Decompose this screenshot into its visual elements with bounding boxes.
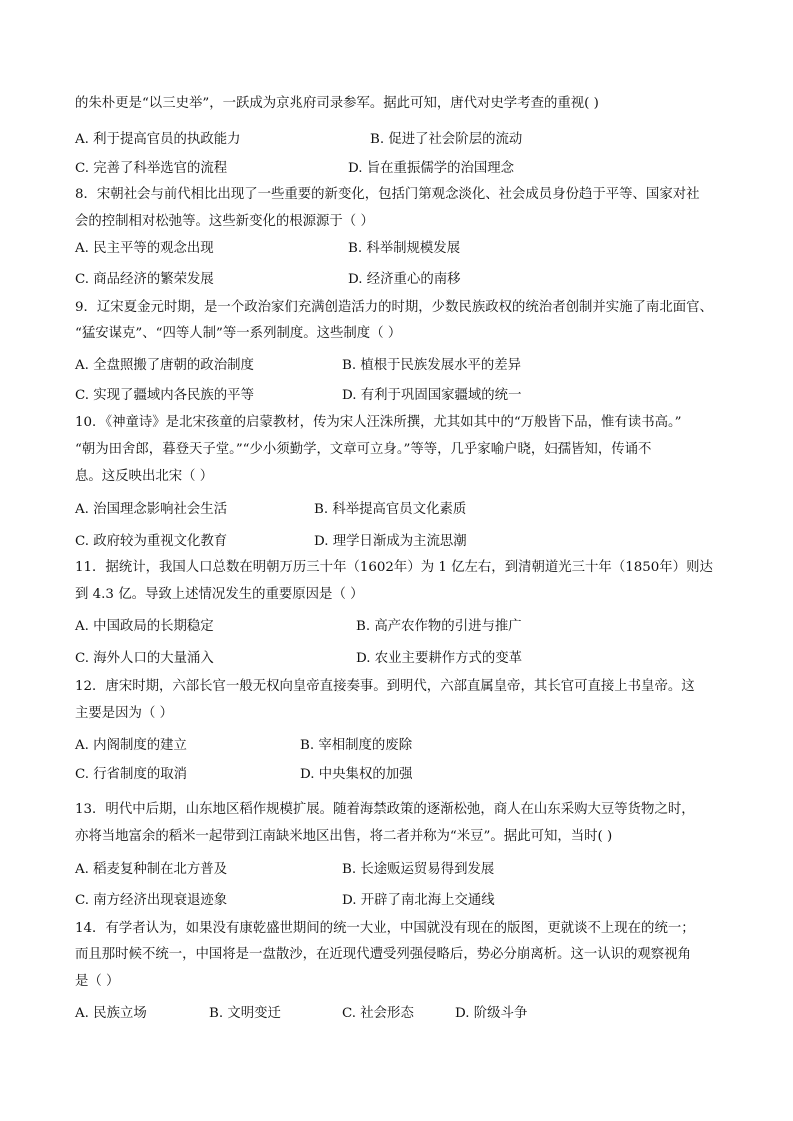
q13-stem-line-1: 13．明代中后期，山东地区稻作规模扩展。随着海禁政策的逐渐松弛，商人在山东采购大豆等货物之时， bbox=[75, 802, 695, 817]
q7-option-a: A. 利于提高官员的执政能力 bbox=[75, 132, 241, 147]
q9-stem-line-1: 9．辽宋夏金元时期，是一个政治家们充满创造活力的时期，少数民族政权的统治者创制并实施了南北面官、 bbox=[75, 300, 713, 315]
q13-option-c: C. 南方经济出现衰退迹象 bbox=[75, 893, 228, 908]
q9-option-a: A. 全盘照搬了唐朝的政治制度 bbox=[75, 358, 254, 373]
q11-option-b: B. 高产农作物的引进与推广 bbox=[356, 619, 522, 634]
q9-option-c: C. 实现了疆域内各民族的平等 bbox=[75, 388, 254, 403]
q13-option-b: B. 长途贩运贸易得到发展 bbox=[342, 862, 495, 877]
q13-stem-line-2: 亦将当地富余的稻米一起带到江南缺米地区出售，将二者并称为“米豆”。据此可知，当时( ) bbox=[75, 829, 613, 844]
q12-option-c: C. 行省制度的取消 bbox=[75, 767, 188, 782]
q13-option-a: A. 稻麦复种制在北方普及 bbox=[75, 862, 228, 877]
q10-stem-line-1: 10．《神童诗》是北宋孩童的启蒙教材，传为宋人汪洙所撰，尤其如其中的“万般皆下品，惟有读书高。” bbox=[75, 415, 682, 430]
q14-option-c: C. 社会形态 bbox=[342, 1006, 414, 1021]
q11-option-c: C. 海外人口的大量涌入 bbox=[75, 651, 214, 666]
q14-option-a: A. 民族立场 bbox=[75, 1006, 147, 1021]
q10-option-a: A. 治国理念影响社会生活 bbox=[75, 502, 228, 517]
q8-option-d: D. 经济重心的南移 bbox=[348, 272, 461, 287]
q13-option-d: D. 开辟了南北海上交通线 bbox=[342, 893, 495, 908]
q12-option-b: B. 宰相制度的废除 bbox=[300, 738, 413, 753]
q11-stem-line-2: 到 4.3 亿。导致上述情况发生的重要原因是（ ） bbox=[75, 587, 364, 602]
q10-option-d: D. 理学日渐成为主流思潮 bbox=[314, 534, 467, 549]
q14-option-b: B. 文明变迁 bbox=[209, 1006, 281, 1021]
q9-option-d: D. 有利于巩固国家疆域的统一 bbox=[342, 388, 522, 403]
q10-stem-line-3: 息。这反映出北宋（ ） bbox=[75, 469, 214, 484]
q8-stem-line-1: 8．宋朝社会与前代相比出现了一些重要的新变化，包括门第观念淡化、社会成员身份趋于平等、国家对社 bbox=[75, 187, 700, 202]
q8-option-a: A. 民主平等的观念出现 bbox=[75, 241, 214, 256]
q14-option-d: D. 阶级斗争 bbox=[455, 1006, 528, 1021]
q8-stem-line-2: 会的控制相对松弛等。这些新变化的根源源于（ ） bbox=[75, 214, 374, 229]
q7-option-d: D. 旨在重振儒学的治国理念 bbox=[348, 161, 515, 176]
q11-option-d: D. 农业主要耕作方式的变革 bbox=[356, 651, 523, 666]
q14-stem-line-2: 而且那时候不统一，中国将是一盘散沙，在近现代遭受列强侵略后，势必分崩离析。这一认识的观察视角 bbox=[75, 947, 691, 962]
q9-option-b: B. 植根于民族发展水平的差异 bbox=[342, 358, 522, 373]
q7-option-b: B. 促进了社会阶层的流动 bbox=[370, 132, 523, 147]
q12-option-d: D. 中央集权的加强 bbox=[300, 767, 413, 782]
q11-option-a: A. 中国政局的长期稳定 bbox=[75, 619, 214, 634]
q14-stem-line-3: 是（ ） bbox=[75, 974, 120, 989]
q12-stem-line-1: 12．唐宋时期，六部长官一般无权向皇帝直接奏事。到明代，六部直属皇帝，其长官可直接上书皇帝。这 bbox=[75, 679, 695, 694]
q8-option-c: C. 商品经济的繁荣发展 bbox=[75, 272, 214, 287]
q11-stem-line-1: 11．据统计，我国人口总数在明朝万历三十年（1602年）为 1 亿左右，到清朝道光三十年（1850年）则达 bbox=[75, 560, 713, 575]
q10-option-b: B. 科举提高官员文化素质 bbox=[314, 502, 467, 517]
q7-stem-tail: 的朱朴更是“以三史举”，一跃成为京兆府司录参军。据此可知，唐代对史学考查的重视( ) bbox=[75, 96, 599, 111]
q10-option-c: C. 政府较为重视文化教育 bbox=[75, 534, 228, 549]
q10-stem-line-2: “朝为田舍郎，暮登天子堂。”“少小须勤学，文章可立身。”等等，几乎家喻户晓，妇孺皆知，传诵不 bbox=[75, 442, 652, 457]
q12-stem-line-2: 主要是因为（ ） bbox=[75, 706, 173, 721]
q12-option-a: A. 内阁制度的建立 bbox=[75, 738, 187, 753]
q8-option-b: B. 科举制规模发展 bbox=[348, 241, 461, 256]
q7-option-c: C. 完善了科举选官的流程 bbox=[75, 161, 228, 176]
q9-stem-line-2: “猛安谋克”、“四等人制”等一系列制度。这些制度（ ） bbox=[75, 326, 402, 341]
q14-stem-line-1: 14．有学者认为，如果没有康乾盛世期间的统一大业，中国就没有现在的版图，更就谈不上现在的统一； bbox=[75, 921, 695, 936]
